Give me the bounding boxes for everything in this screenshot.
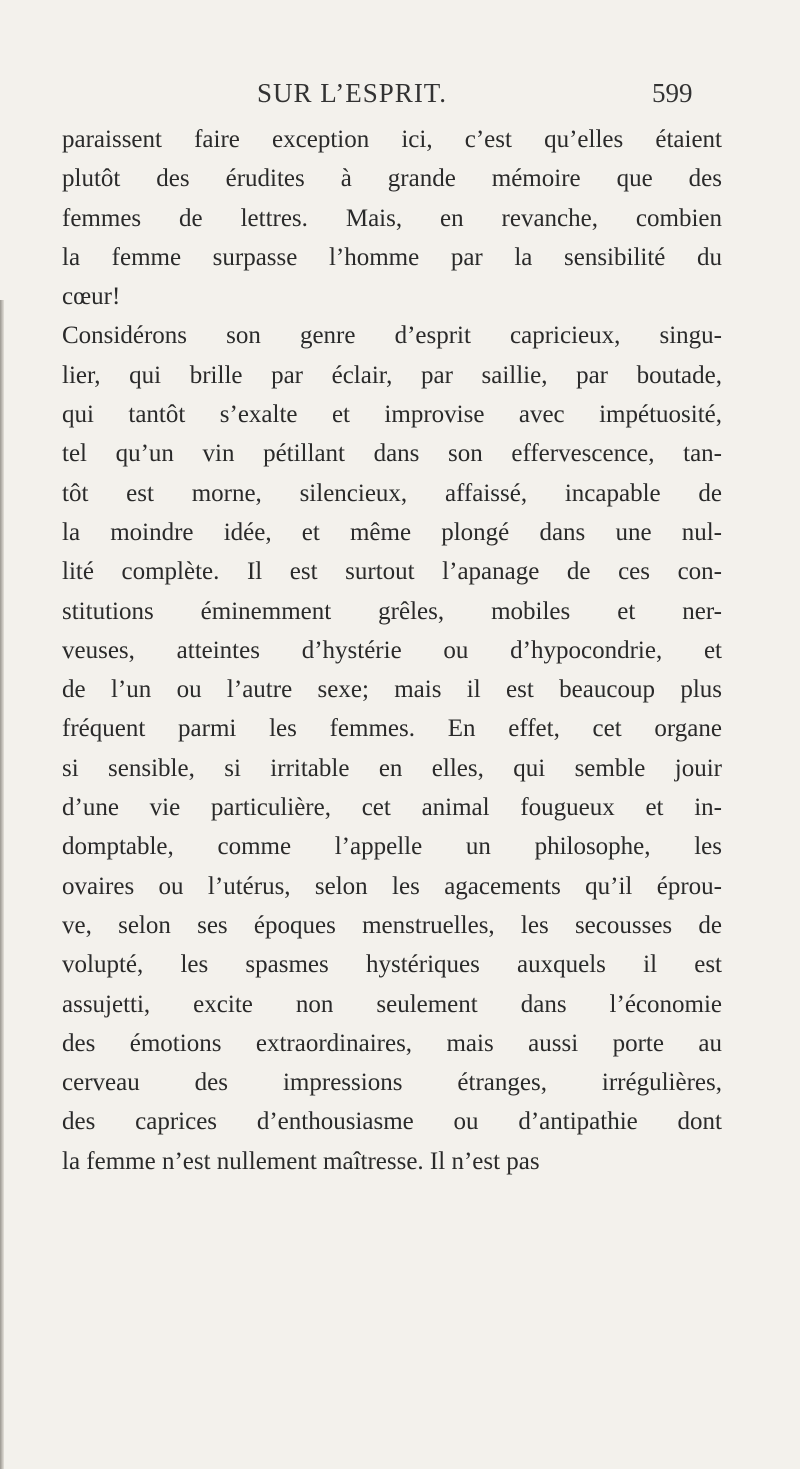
text-line: la femme surpasse l’homme par la sensibilité du	[62, 243, 722, 271]
page-header	[0, 78, 800, 118]
text-line: tel qu’un vin pétillant dans son effervescence, tan-	[62, 440, 722, 468]
text-line: cœur!	[62, 283, 121, 311]
text-line: la moindre idée, et même plongé dans une nul-	[62, 518, 722, 546]
running-title: SUR L’ESPRIT.	[257, 78, 448, 108]
text-line: lité complète. Il est surtout l’apanage de ces con-	[62, 558, 722, 586]
text-line: lier, qui brille par éclair, par saillie, par boutade,	[62, 361, 722, 389]
text-line: assujetti, excite non seulement dans l’économie	[62, 990, 722, 1018]
body-text	[62, 120, 722, 1181]
text-line: femmes de lettres. Mais, en revanche, combien	[62, 204, 722, 232]
text-line: fréquent parmi les femmes. En effet, cet organe	[62, 715, 722, 743]
text-line: des émotions extraordinaires, mais aussi porte au	[62, 1029, 722, 1057]
page-gutter-shadow	[0, 300, 4, 1469]
text-line: Considérons son genre d’esprit capricieux, singu-	[62, 322, 722, 350]
text-line: cerveau des impressions étranges, irrégulières,	[62, 1069, 722, 1097]
text-line: stitutions éminemment grêles, mobiles et ner-	[62, 597, 722, 625]
text-line: si sensible, si irritable en elles, qui semble jouir	[62, 754, 722, 782]
text-line: d’une vie particulière, cet animal fougueux et in-	[62, 794, 722, 822]
text-line: des caprices d’enthousiasme ou d’antipathie dont	[62, 1108, 722, 1136]
text-line: tôt est morne, silencieux, affaissé, incapable de	[62, 479, 722, 507]
text-line: de l’un ou l’autre sexe; mais il est beaucoup plus	[62, 676, 722, 704]
text-line: domptable, comme l’appelle un philosophe, les	[62, 833, 722, 861]
text-line: plutôt des érudites à grande mémoire que des	[62, 165, 722, 193]
text-line: volupté, les spasmes hystériques auxquels il est	[62, 951, 722, 979]
text-line: veuses, atteintes d’hystérie ou d’hypocondrie, et	[62, 636, 722, 664]
text-line: qui tantôt s’exalte et improvise avec impétuosité,	[62, 401, 722, 429]
text-line: ve, selon ses époques menstruelles, les secousses de	[62, 911, 722, 939]
text-line: la femme n’est nullement maîtresse. Il n’est pas	[62, 1147, 540, 1175]
text-line: ovaires ou l’utérus, selon les agacements qu’il éprou-	[62, 872, 722, 900]
page-number: 599	[652, 78, 693, 108]
text-line: paraissent faire exception ici, c’est qu’elles étaient	[62, 126, 722, 153]
